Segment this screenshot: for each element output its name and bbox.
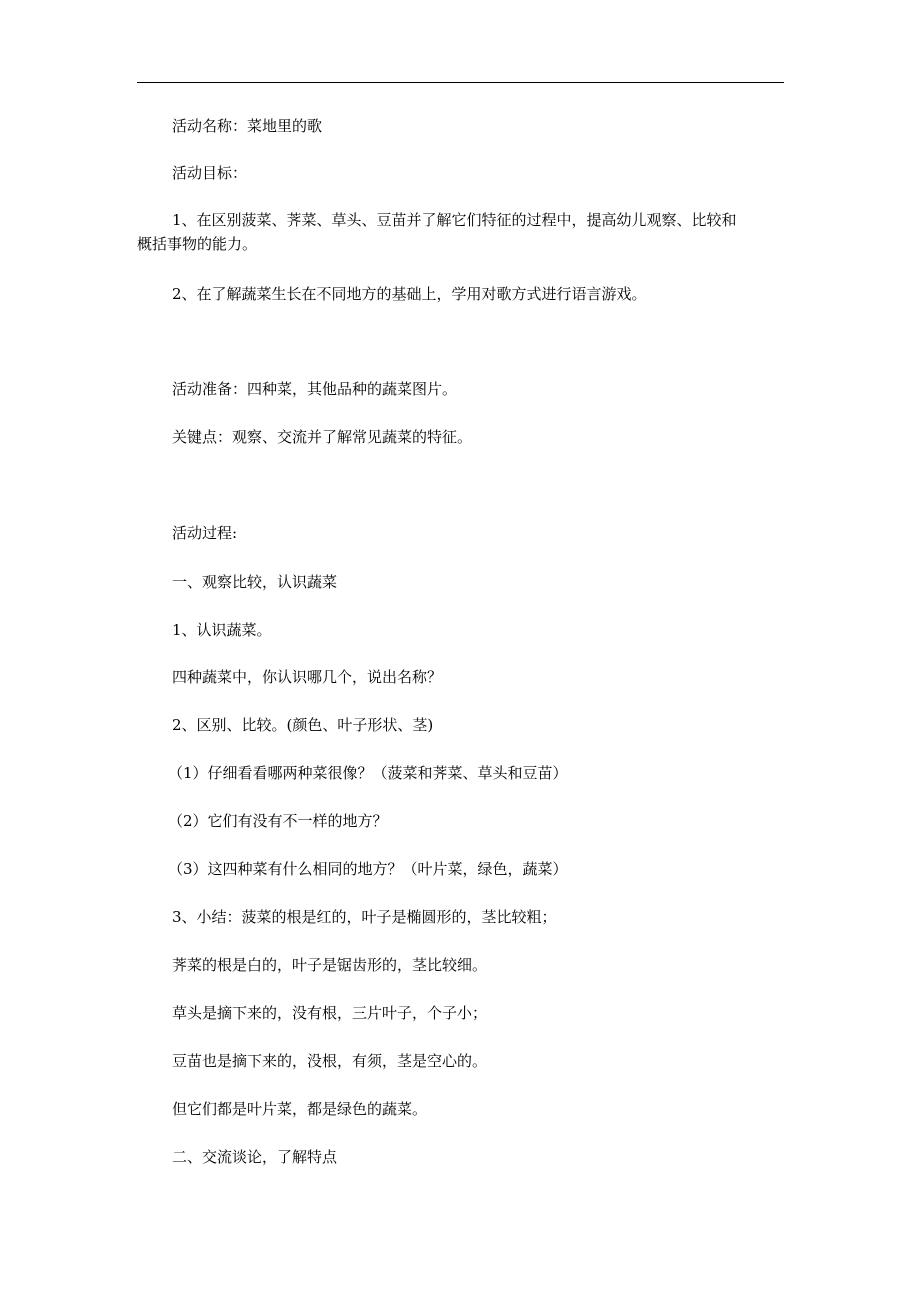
key-point: 关键点：观察、交流并了解常见蔬菜的特征。	[172, 428, 473, 446]
goals-heading: 活动目标：	[172, 164, 248, 182]
section-1-title: 一、观察比较，认识蔬菜	[172, 573, 338, 591]
sub-question-1: （1）仔细看看哪两种菜很像？（菠菜和荠菜、草头和豆苗）	[168, 764, 568, 782]
sub-question-2: （2）它们有没有不一样的地方？	[168, 812, 388, 830]
step-1: 1、认识蔬菜。	[172, 621, 272, 639]
header-rule	[137, 82, 784, 83]
goal-1	[137, 210, 787, 254]
sub-question-3: （3）这四种菜有什么相同的地方？（叶片菜，绿色，蔬菜）	[168, 860, 568, 878]
preparation: 活动准备：四种菜，其他品种的蔬菜图片。	[172, 380, 458, 398]
summary-3: 草头是摘下来的，没有根，三片叶子，个子小；	[172, 1004, 488, 1022]
goal-2: 2、在了解蔬菜生长在不同地方的基础上，学用对歌方式进行语言游戏。	[172, 285, 647, 303]
goal-1-line-1: 1、在区别菠菜、荠菜、草头、豆苗并了解它们特征的过程中，提高幼儿观察、比较和	[172, 211, 737, 229]
summary-1: 3、小结：菠菜的根是红的，叶子是椭圆形的，茎比较粗；	[172, 908, 557, 926]
summary-2: 荠菜的根是白的，叶子是锯齿形的，茎比较细。	[172, 956, 488, 974]
summary-5: 但它们都是叶片菜，都是绿色的蔬菜。	[172, 1100, 428, 1118]
goal-1-line-2: 概括事物的能力。	[137, 235, 258, 253]
question-1: 四种蔬菜中，你认识哪几个，说出名称？	[172, 668, 443, 686]
process-heading: 活动过程:	[172, 524, 238, 542]
summary-4: 豆苗也是摘下来的，没根，有须，茎是空心的。	[172, 1052, 488, 1070]
section-2-title: 二、交流谈论，了解特点	[172, 1148, 338, 1166]
activity-name: 活动名称：菜地里的歌	[172, 117, 323, 135]
step-2: 2、区别、比较。(颜色、叶子形状、茎)	[172, 716, 434, 734]
